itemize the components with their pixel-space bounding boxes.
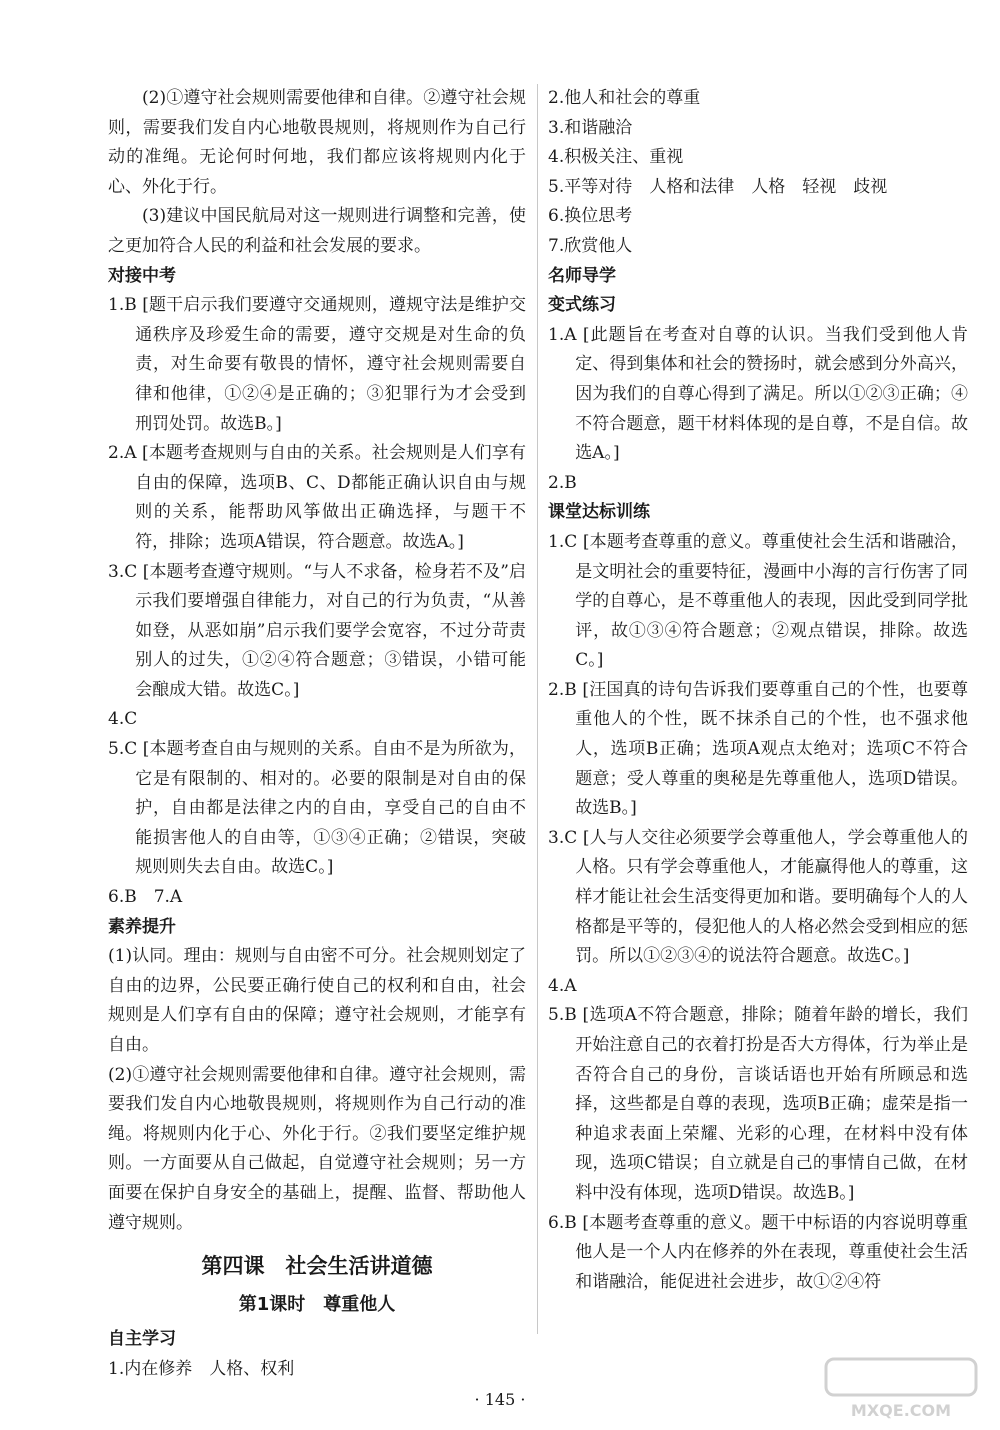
- subsection-title-ketang-dabiao: 课堂达标训练: [548, 502, 650, 523]
- answer-item: 4.C: [108, 709, 138, 730]
- watermark-text: MXQE.COM: [850, 1401, 952, 1420]
- answer-item: 1.C [本题考查尊重的意义。尊重使社会生活和谐融洽，是文明社会的重要特征，漫画中小海的言行伤害了同学的自尊心，是不尊重他人的表现，因此受到同学批评，故①③④符合题意；②观点错误，排除。故选C。]: [548, 531, 968, 671]
- section-title-zizhu-xuexi: 自主学习: [108, 1329, 176, 1350]
- answer-item: 3.C [人与人交往必须要学会尊重他人，学会尊重他人的人格。只有学会尊重他人，才能赢得他人的尊重，这样才能让社会生活变得更加和谐。要明确每个人的人格都是平等的，侵犯他人的人格必然会受到相应的惩罚。所以①②③④的说法符合题意。故选C。]: [548, 827, 968, 967]
- answer-item: 2.B [汪国真的诗句告诉我们要尊重自己的个性，也要尊重他人的个性，既不抹杀自己的个性，也不强求他人，选项B正确；选项A观点太绝对；选项C不符合题意；受人尊重的奥秘是先尊重他人，选项D错误。故选B。]: [548, 679, 968, 819]
- answer-paragraph: (2)①遵守社会规则需要他律和自律。遵守社会规则，需要我们发自内心地敬畏规则，将规则作为自己行动的准绳。将规则内化于心、外化于行。②我们要坚定维护规则。一方面要从自己做起，自觉遵守社会规则；另一方面要在保护自身安全的基础上，提醒、监督、帮助他人遵守规则。: [108, 1064, 526, 1233]
- subsection-title-bianshi-lianxi: 变式练习: [548, 295, 616, 316]
- answer-item: 3.和谐融洽: [548, 117, 633, 138]
- answer-item: 2.A [本题考查规则与自由的关系。社会规则是人们享有自由的保障，选项B、C、D都能正确认识自由与规则的关系，能帮助风筝做出正确选择，与题干不符，排除；选项A错误，符合题意。故选A。]: [108, 443, 526, 552]
- answer-item: 1.A [此题旨在考查对自尊的认识。当我们受到他人肯定、得到集体和社会的赞扬时，就会感到分外高兴，因为我们的自尊心得到了满足。所以①②③正确；④不符合题意，题干材料体现的是自尊，不是自信。故选A。]: [548, 324, 968, 464]
- continued-answer-3: (3)建议中国民航局对这一规则进行调整和完善，使之更加符合人民的利益和社会发展的要求。: [108, 206, 526, 256]
- answer-item: 2.他人和社会的尊重: [548, 88, 701, 108]
- answer-item: 6.B 7.A: [108, 887, 183, 908]
- answer-item: 5.B [选项A不符合题意，排除；随着年龄的增长，我们开始注意自己的衣着打扮是否大方得体，行为举止是否符合自己的身份，言谈话语也开始有所顾忌和选择，这些都是自尊的表现，选项B正确；虚荣是指一种追求表面上荣耀、光彩的心理，在材料中没有体现，选项C错误；自立就是自己的事情自己做，在材料中没有体现，选项D错误。故选B。]: [548, 1005, 968, 1203]
- answer-item: 7.欣赏他人: [548, 235, 633, 256]
- answer-paragraph: (1)认同。理由：规则与自由密不可分。社会规则划定了自由的边界，公民要正确行使自己的权利和自由，社会规则是人们享有自由的保障；遵守社会规则，才能享有自由。: [108, 946, 526, 1055]
- right-column: [548, 84, 968, 1297]
- answer-item: 5.C [本题考查自由与规则的关系。自由不是为所欲为，它是有限制的、相对的。必要的限制是对自由的保护，自由都是法律之内的自由，享受自己的自由不能损害他人的自由等，①③④正确；②错误，突破规则则失去自由。故选C。]: [108, 739, 526, 878]
- section-title-mingshi-daoxue: 名师导学: [548, 265, 616, 286]
- answer-item: 1.B [题干启示我们要遵守交通规则，遵规守法是维护交通秩序及珍爱生命的需要，遵守交规是对生命的负责，对生命要有敬畏的情怀，遵守社会规则需要自律和他律，①②④是正确的；③犯罪行为才会受到刑罚处罚。故选B。]: [108, 295, 526, 434]
- left-column: [108, 84, 526, 1385]
- answer-item: 2.B: [548, 472, 577, 493]
- answer-item: 1.内在修养 人格、权利: [108, 1358, 295, 1379]
- watermark-logo: [822, 1355, 982, 1425]
- page-number: · 145 ·: [474, 1390, 526, 1409]
- answer-item: 5.平等对待 人格和法律 人格 轻视 歧视: [548, 176, 888, 197]
- column-divider: [537, 84, 538, 1334]
- section-title-suyang-tisheng: 素养提升: [108, 916, 176, 937]
- section-title-duijie-zhongkao: 对接中考: [108, 265, 176, 286]
- continued-answer-2: (2)①遵守社会规则需要他律和自律。②遵守社会规则，需要我们发自内心地敬畏规则，将规则作为自己行动的准绳。无论何时何地，我们都应该将规则内化于心、外化于行。: [108, 88, 526, 197]
- answer-item: 6.换位思考: [548, 206, 633, 227]
- answer-item: 4.A: [548, 975, 577, 996]
- answer-item: 3.C [本题考查遵守规则。“与人不求备，检身若不及”启示我们要增强自律能力，对自己的行为负责，“从善如登，从恶如崩”启示我们要学会宽容，不过分苛责别人的过失，①②④符合题意；③错误，小错可能会酿成大错。故选C。]: [108, 561, 526, 700]
- lesson-title: 第四课 社会生活讲道德: [201, 1254, 433, 1279]
- period-title: 第1课时 尊重他人: [238, 1293, 396, 1315]
- answer-item: 6.B [本题考查尊重的意义。题干中标语的内容说明尊重他人是一个人内在修养的外在表现，尊重使社会生活和谐融洽，能促进社会进步，故①②④符: [548, 1212, 968, 1292]
- answer-item: 4.积极关注、重视: [548, 147, 684, 168]
